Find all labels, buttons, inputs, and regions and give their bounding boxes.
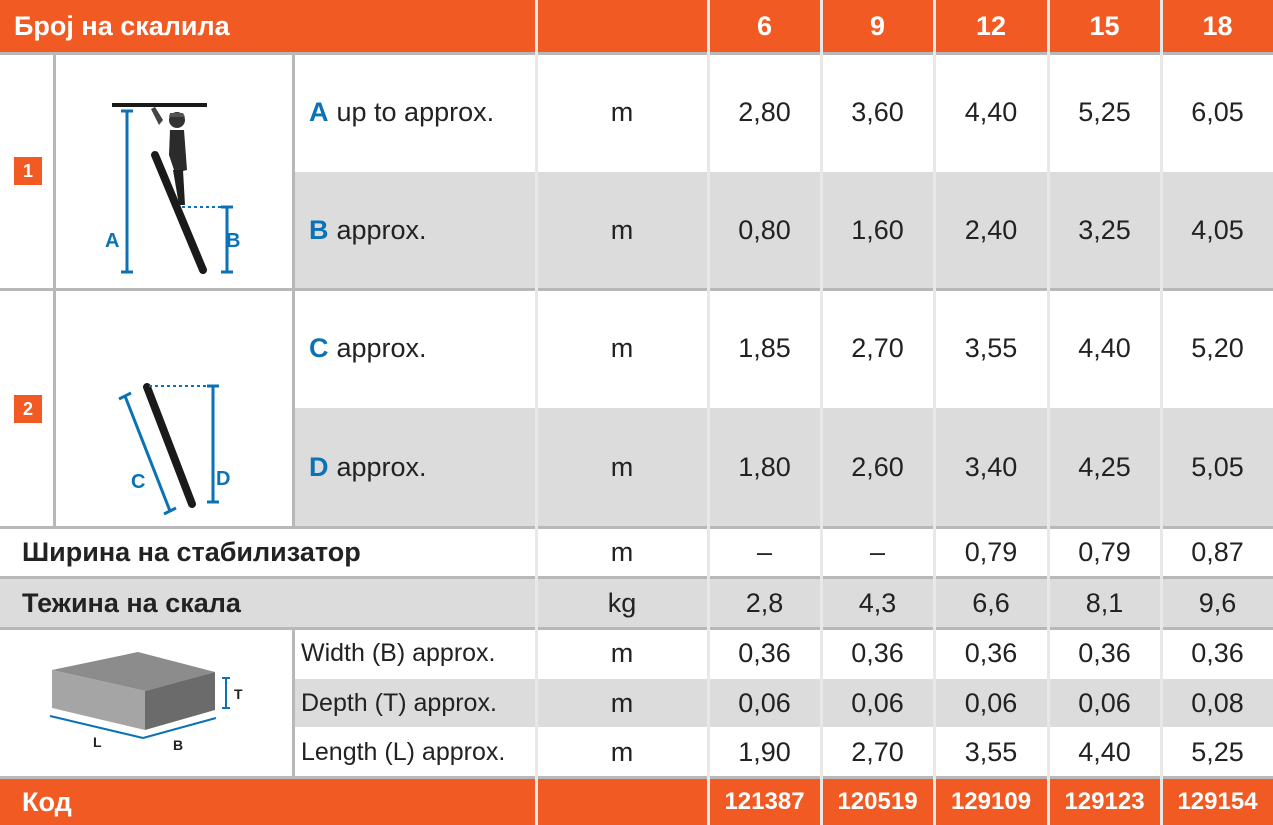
row-divider [0, 776, 1273, 779]
row-c-value: 5,20 [1162, 291, 1273, 406]
package-depth-value: 0,06 [1049, 679, 1160, 727]
column-divider [820, 0, 823, 825]
package-depth-label: Depth (T) approx. [295, 679, 535, 727]
row-a-unit: m [537, 55, 707, 170]
row-divider [0, 288, 1273, 291]
row-divider [0, 526, 1273, 529]
row-d-value: 1,80 [709, 408, 820, 526]
section-1-badge: 1 [14, 157, 42, 185]
row-d-value: 3,40 [935, 408, 1047, 526]
figure-label-a: A [105, 230, 120, 252]
section-2-badge: 2 [14, 395, 42, 423]
row-c-value: 3,55 [935, 291, 1047, 406]
row-c-letter: C [309, 333, 329, 363]
stabilizer-value: – [822, 529, 933, 576]
header-rungs-15: 15 [1049, 0, 1160, 52]
header-rungs-9: 9 [822, 0, 933, 52]
code-value: 120519 [822, 779, 933, 825]
column-divider [1160, 0, 1163, 825]
ladder-leaning-usage-diagram [57, 55, 292, 287]
figure-label-b-package: B [173, 737, 184, 753]
row-d-value: 4,25 [1049, 408, 1160, 526]
package-width-value: 0,36 [822, 630, 933, 677]
package-width-label: Width (B) approx. [295, 630, 535, 677]
row-d-text: approx. [336, 451, 427, 482]
package-length-value: 3,55 [935, 729, 1047, 776]
row-a-text: up to approx. [336, 97, 495, 127]
stabilizer-value: 0,79 [1049, 529, 1160, 576]
figure-label-d: D [216, 468, 231, 490]
row-b-value: 0,80 [709, 172, 820, 288]
column-divider [933, 0, 936, 825]
row-c-value: 2,70 [822, 291, 933, 406]
weight-value: 6,6 [935, 579, 1047, 627]
row-a-value: 5,25 [1049, 55, 1160, 170]
row-c-label [295, 291, 535, 406]
package-width-value: 0,36 [1049, 630, 1160, 677]
column-divider [707, 0, 710, 825]
row-b-letter: B [309, 214, 329, 245]
ladder-standalone-dimensions-diagram [57, 291, 292, 525]
package-length-value: 5,25 [1162, 729, 1273, 776]
package-depth-value: 0,06 [822, 679, 933, 727]
row-b-text: approx. [336, 214, 427, 245]
package-depth-value: 0,08 [1162, 679, 1273, 727]
package-width-value: 0,36 [1162, 630, 1273, 677]
column-divider [1047, 0, 1050, 825]
package-length-label: Length (L) approx. [295, 729, 535, 776]
row-a-label [295, 55, 535, 170]
row-d-unit: m [537, 408, 707, 526]
weight-label: Тежина на скала [0, 579, 535, 627]
row-a-value: 6,05 [1162, 55, 1273, 170]
row-d-letter: D [309, 451, 329, 482]
row-b-value: 4,05 [1162, 172, 1273, 288]
package-box-diagram [0, 630, 293, 776]
code-label: Код [0, 779, 535, 825]
row-c-unit: m [537, 291, 707, 406]
package-length-value: 1,90 [709, 729, 820, 776]
header-title: Број на скалила [0, 0, 535, 52]
header-unit-blank [537, 0, 707, 52]
row-a-value: 3,60 [822, 55, 933, 170]
weight-value: 9,6 [1162, 579, 1273, 627]
package-length-unit: m [537, 729, 707, 776]
stabilizer-value: – [709, 529, 820, 576]
package-depth-value: 0,06 [709, 679, 820, 727]
stabilizer-value: 0,87 [1162, 529, 1273, 576]
package-width-value: 0,36 [935, 630, 1047, 677]
column-divider [535, 0, 538, 825]
row-a-letter: A [309, 97, 329, 127]
row-d-value: 2,60 [822, 408, 933, 526]
row-divider [0, 576, 1273, 579]
code-unit-blank [537, 779, 707, 825]
code-value: 129109 [935, 779, 1047, 825]
package-width-value: 0,36 [709, 630, 820, 677]
package-depth-value: 0,06 [935, 679, 1047, 727]
column-divider [53, 52, 56, 526]
code-value: 121387 [709, 779, 820, 825]
figure-label-c: C [131, 471, 146, 493]
row-b-label [295, 172, 535, 288]
weight-unit: kg [537, 579, 707, 627]
package-length-value: 4,40 [1049, 729, 1160, 776]
row-divider [0, 627, 1273, 630]
code-value: 129154 [1162, 779, 1273, 825]
figure-label-t: T [234, 686, 243, 702]
code-value: 129123 [1049, 779, 1160, 825]
header-rungs-18: 18 [1162, 0, 1273, 52]
row-divider [0, 52, 1273, 55]
figure-label-b: B [226, 230, 241, 252]
package-width-unit: m [537, 630, 707, 677]
header-rungs-12: 12 [935, 0, 1047, 52]
figure-label-l: L [93, 734, 102, 750]
weight-value: 8,1 [1049, 579, 1160, 627]
header-rungs-6: 6 [709, 0, 820, 52]
weight-value: 4,3 [822, 579, 933, 627]
row-c-text: approx. [336, 333, 427, 363]
row-c-value: 1,85 [709, 291, 820, 406]
package-depth-unit: m [537, 679, 707, 727]
row-a-value: 2,80 [709, 55, 820, 170]
stabilizer-unit: m [537, 529, 707, 576]
row-c-value: 4,40 [1049, 291, 1160, 406]
row-b-unit: m [537, 172, 707, 288]
row-b-value: 2,40 [935, 172, 1047, 288]
row-b-value: 1,60 [822, 172, 933, 288]
column-divider [292, 627, 295, 776]
package-length-value: 2,70 [822, 729, 933, 776]
column-divider [292, 52, 295, 526]
row-d-value: 5,05 [1162, 408, 1273, 526]
stabilizer-label: Ширина на стабилизатор [0, 529, 535, 576]
row-a-value: 4,40 [935, 55, 1047, 170]
row-d-label [295, 408, 535, 526]
stabilizer-value: 0,79 [935, 529, 1047, 576]
row-b-value: 3,25 [1049, 172, 1160, 288]
weight-value: 2,8 [709, 579, 820, 627]
